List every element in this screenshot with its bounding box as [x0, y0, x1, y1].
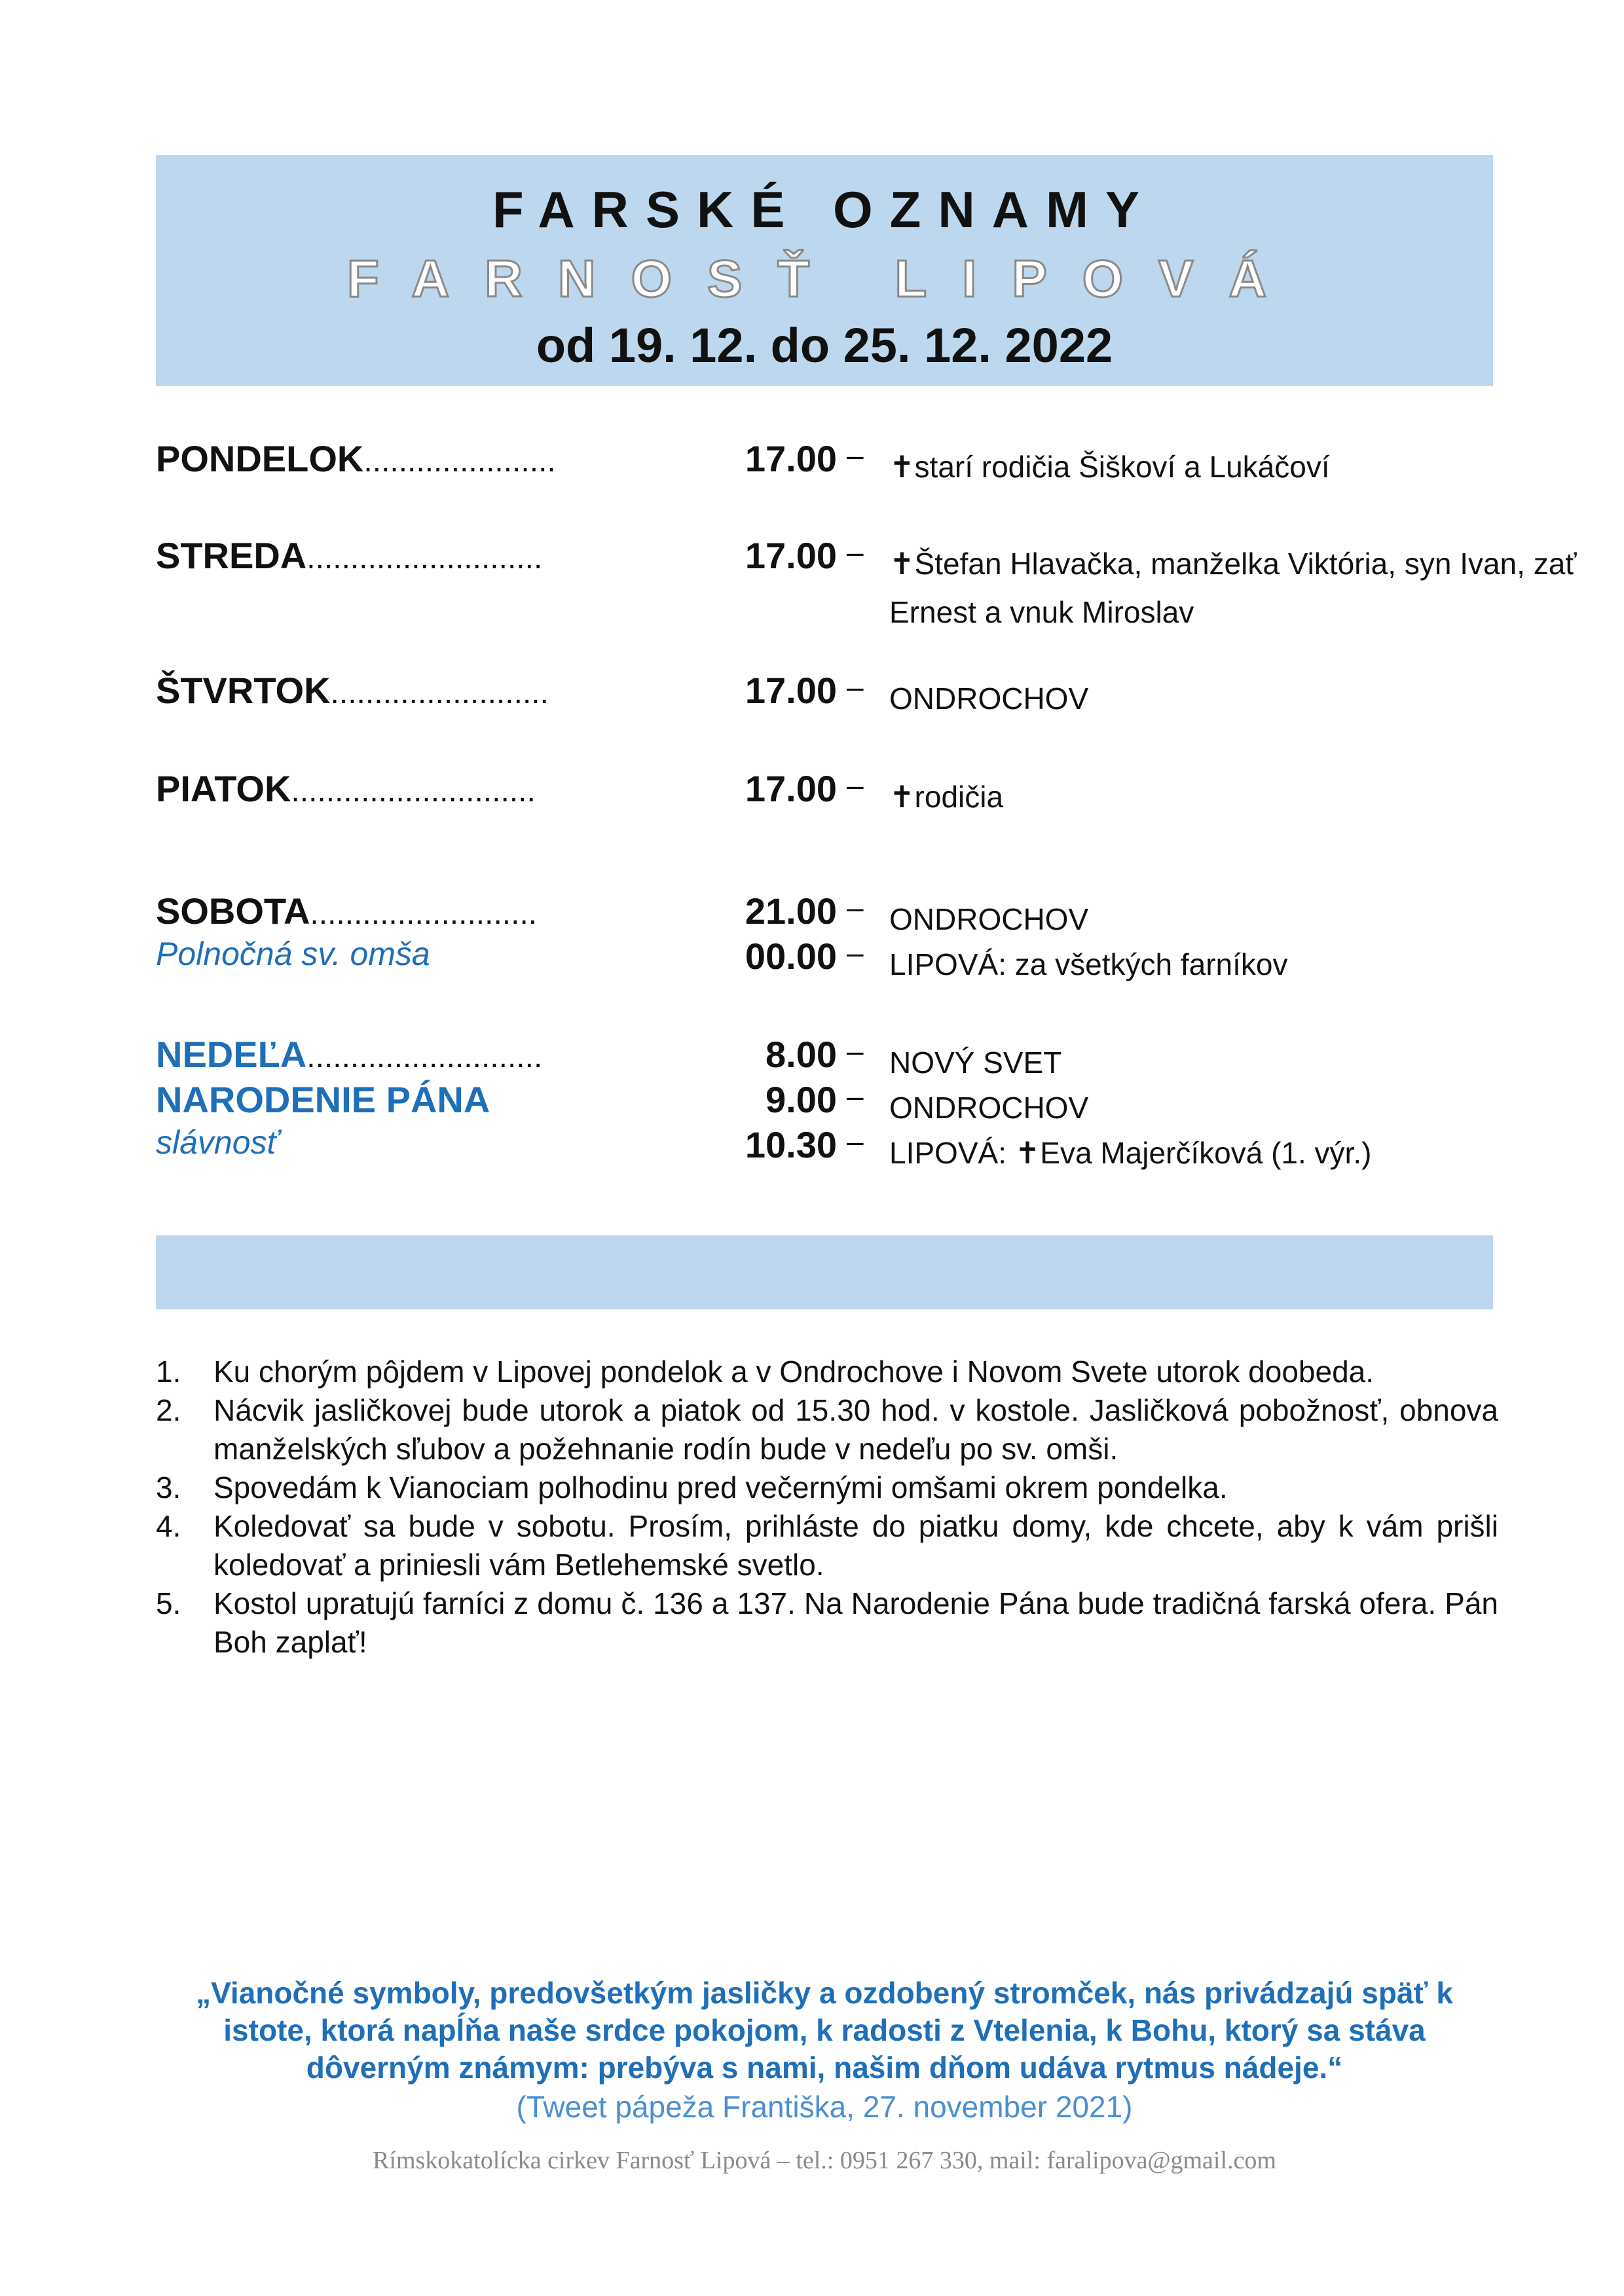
- day-label: PIATOK............................: [156, 768, 536, 809]
- dash: –: [847, 1124, 864, 1158]
- mass-time: 17.00: [745, 438, 837, 479]
- day-label: slávnosť: [156, 1124, 279, 1161]
- schedule-row-nativity: [156, 1078, 1531, 1131]
- day-label: ŠTVRTOK.........................: [156, 670, 549, 711]
- list-item: 4. Koledovať sa bude v sobotu. Prosím, prihláste do piatku domy, kde chcete, aby k vám prišli koledovať a priniesli vám Betlehemské svetlo.: [156, 1509, 1498, 1582]
- pope-quote: „Vianočné symboly, predovšetkým jasličky a ozdobený stromček, nás privádzajú späť k istote, ktorá napĺňa naše srdce pokojom, k radosti z Vtelenia, k Bohu, ktorý sa stáva dôverným známym: prebýva s nami, našim dňom udáva rytmus nádeje.“: [196, 1976, 1453, 2085]
- footer-contact: Rímskokatolícka cirkev Farnosť Lipová – tel.: 0951 267 330, mail: faralipova@gmail.com: [373, 2147, 1276, 2174]
- day-label: Polnočná sv. omša: [156, 936, 430, 972]
- schedule-row-thursday: [156, 669, 1531, 721]
- list-item: 2. Nácvik jasličkovej bude utorok a piatok od 15.30 hod. v kostole. Jasličková pobožnosť, obnova manželských sľubov a požehnanie rodín bude v nedeľu po sv. omši.: [156, 1393, 1498, 1466]
- mass-time: 17.00: [745, 535, 837, 576]
- schedule-row-solemnity: [156, 1123, 1531, 1176]
- mass-intention: ONDROCHOV: [889, 682, 1089, 716]
- mass-intention: ✝starí rodičia Šiškoví a Lukáčoví: [889, 450, 1330, 484]
- mass-intention: ✝Štefan Hlavačka, manželka Viktória, syn Ivan, zať Ernest a vnuk Miroslav: [889, 547, 1577, 629]
- schedule-row-saturday: [156, 890, 1531, 942]
- header-banner: [156, 155, 1493, 386]
- list-item: 3. Spovedám k Vianociam polhodinu pred večernými omšami okrem pondelka.: [156, 1470, 1228, 1504]
- mass-intention: ONDROCHOV: [889, 1091, 1089, 1125]
- dash: –: [847, 438, 864, 472]
- dash: –: [847, 890, 864, 924]
- schedule-row-midnight-mass: [156, 935, 1531, 987]
- mass-intention: LIPOVÁ: ✝Eva Majerčíková (1. výr.): [889, 1136, 1372, 1170]
- mass-intention: ✝rodičia: [889, 780, 1004, 814]
- day-label: STREDA...........................: [156, 535, 543, 576]
- quote-source: (Tweet pápeža Františka, 27. november 2021): [516, 2090, 1133, 2124]
- day-label: SOBOTA..........................: [156, 890, 538, 932]
- date-range: od 19. 12. do 25. 12. 2022: [536, 318, 1113, 373]
- list-item: 5. Kostol upratujú farníci z domu č. 136 a 137. Na Narodenie Pána bude tradičná farská ofera. Pán Boh zaplať!: [156, 1586, 1498, 1659]
- mass-time: 21.00: [745, 890, 837, 932]
- day-label: PONDELOK......................: [156, 438, 556, 479]
- mass-time: 17.00: [745, 670, 837, 711]
- mass-time: 8.00: [766, 1034, 837, 1075]
- parish-name: FARNOSŤ LIPOVÁ: [346, 249, 1302, 308]
- mass-intention: ONDROCHOV: [889, 902, 1089, 936]
- page-title: FARSKÉ OZNAMY: [492, 181, 1157, 238]
- schedule-row-wednesday: [156, 534, 1577, 629]
- notices-list: [156, 1353, 1498, 1662]
- dash: –: [847, 670, 864, 704]
- mass-time: 10.30: [745, 1124, 837, 1165]
- schedule-row-sunday: [156, 1033, 1531, 1085]
- day-label: NARODENIE PÁNA: [156, 1079, 490, 1120]
- dash: –: [847, 535, 864, 569]
- dash: –: [847, 936, 864, 970]
- list-item: 1. Ku chorým pôjdem v Lipovej pondelok a v Ondrochove i Novom Svete utorok doobeda.: [156, 1355, 1375, 1389]
- dash: –: [847, 1079, 864, 1113]
- mass-time: 9.00: [766, 1079, 837, 1120]
- schedule-row-friday: [156, 767, 1531, 820]
- mass-time: 00.00: [745, 936, 837, 977]
- mass-intention: NOVÝ SVET: [889, 1046, 1062, 1080]
- dash: –: [847, 768, 864, 802]
- schedule-row-monday: [156, 437, 1531, 490]
- divider-banner: [156, 1235, 1493, 1309]
- day-label: NEDEĽA...........................: [156, 1034, 543, 1075]
- mass-intention: LIPOVÁ: za všetkých farníkov: [889, 947, 1288, 981]
- mass-time: 17.00: [745, 768, 837, 809]
- dash: –: [847, 1034, 864, 1068]
